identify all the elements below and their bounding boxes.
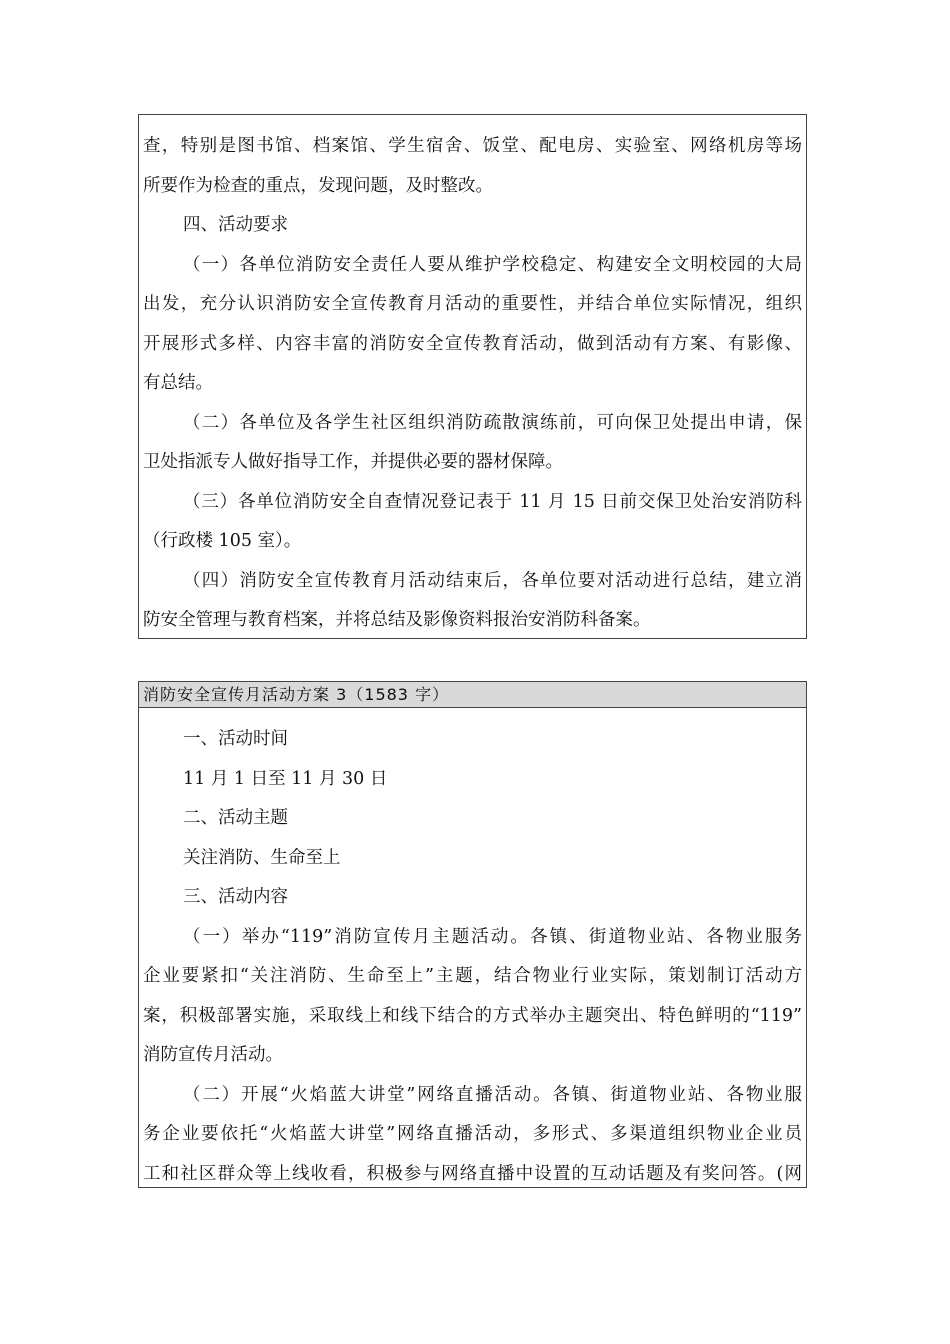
text-line: 四、活动要求	[183, 215, 288, 235]
text-line: 一、活动时间	[183, 729, 288, 749]
text-line: （二）各单位及各学生社区组织消防疏散演练前，可向保卫处提出申请，保	[183, 412, 802, 433]
section-2-header: 消防安全宣传月活动方案 3（1583 字）	[138, 681, 807, 708]
section-2-body	[139, 708, 806, 1194]
text-line: 防安全管理与教育档案，并将总结及影像资料报治安消防科备案。	[143, 610, 651, 630]
text-box-section-2	[138, 707, 807, 1188]
text-line: （行政楼 105 室）。	[143, 531, 302, 551]
text-line: 有总结。	[143, 373, 213, 393]
text-line: 消防宣传月活动。	[143, 1045, 283, 1065]
text-line: 开展形式多样、内容丰富的消防安全宣传教育活动，做到活动有方案、有影像、	[143, 333, 802, 354]
text-box-section-1	[138, 114, 807, 639]
text-line: 11 月 1 日至 11 月 30 日	[183, 768, 388, 789]
text-line: 二、活动主题	[183, 808, 288, 828]
text-line: 所要作为检查的重点，发现问题，及时整改。	[143, 175, 493, 196]
text-line: 工和社区群众等上线收看，积极参与网络直播中设置的互动话题及有奖问答。(网	[143, 1163, 802, 1184]
text-line: （三）各单位消防安全自查情况登记表于 11 月 15 日前交保卫处治安消防科	[183, 491, 802, 512]
text-line: （二）开展“火焰蓝大讲堂”网络直播活动。各镇、街道物业站、各物业服	[183, 1084, 802, 1105]
text-line: 企业要紧扣“关注消防、生命至上”主题，结合物业行业实际，策划制订活动方	[143, 966, 802, 986]
text-line: 关注消防、生命至上	[183, 847, 341, 868]
text-line: 三、活动内容	[183, 887, 288, 907]
section-1-body	[139, 115, 806, 641]
text-line: （一）举办“119”消防宣传月主题活动。各镇、街道物业站、各物业服务	[183, 926, 802, 947]
text-line: 卫处指派专人做好指导工作，并提供必要的器材保障。	[143, 452, 563, 472]
text-line: 查，特别是图书馆、档案馆、学生宿舍、饭堂、配电房、实验室、网络机房等场	[143, 136, 802, 156]
text-line: （四）消防安全宣传教育月活动结束后，各单位要对活动进行总结，建立消	[183, 570, 802, 591]
text-line: 案，积极部署实施，采取线上和线下结合的方式举办主题突出、特色鲜明的“119”	[143, 1005, 802, 1026]
text-line: 出发，充分认识消防安全宣传教育月活动的重要性，并结合单位实际情况，组织	[143, 294, 802, 314]
text-line: （一）各单位消防安全责任人要从维护学校稳定、构建安全文明校园的大局	[183, 254, 802, 275]
text-line: 务企业要依托“火焰蓝大讲堂”网络直播活动，多形式、多渠道组织物业企业员	[143, 1124, 802, 1144]
